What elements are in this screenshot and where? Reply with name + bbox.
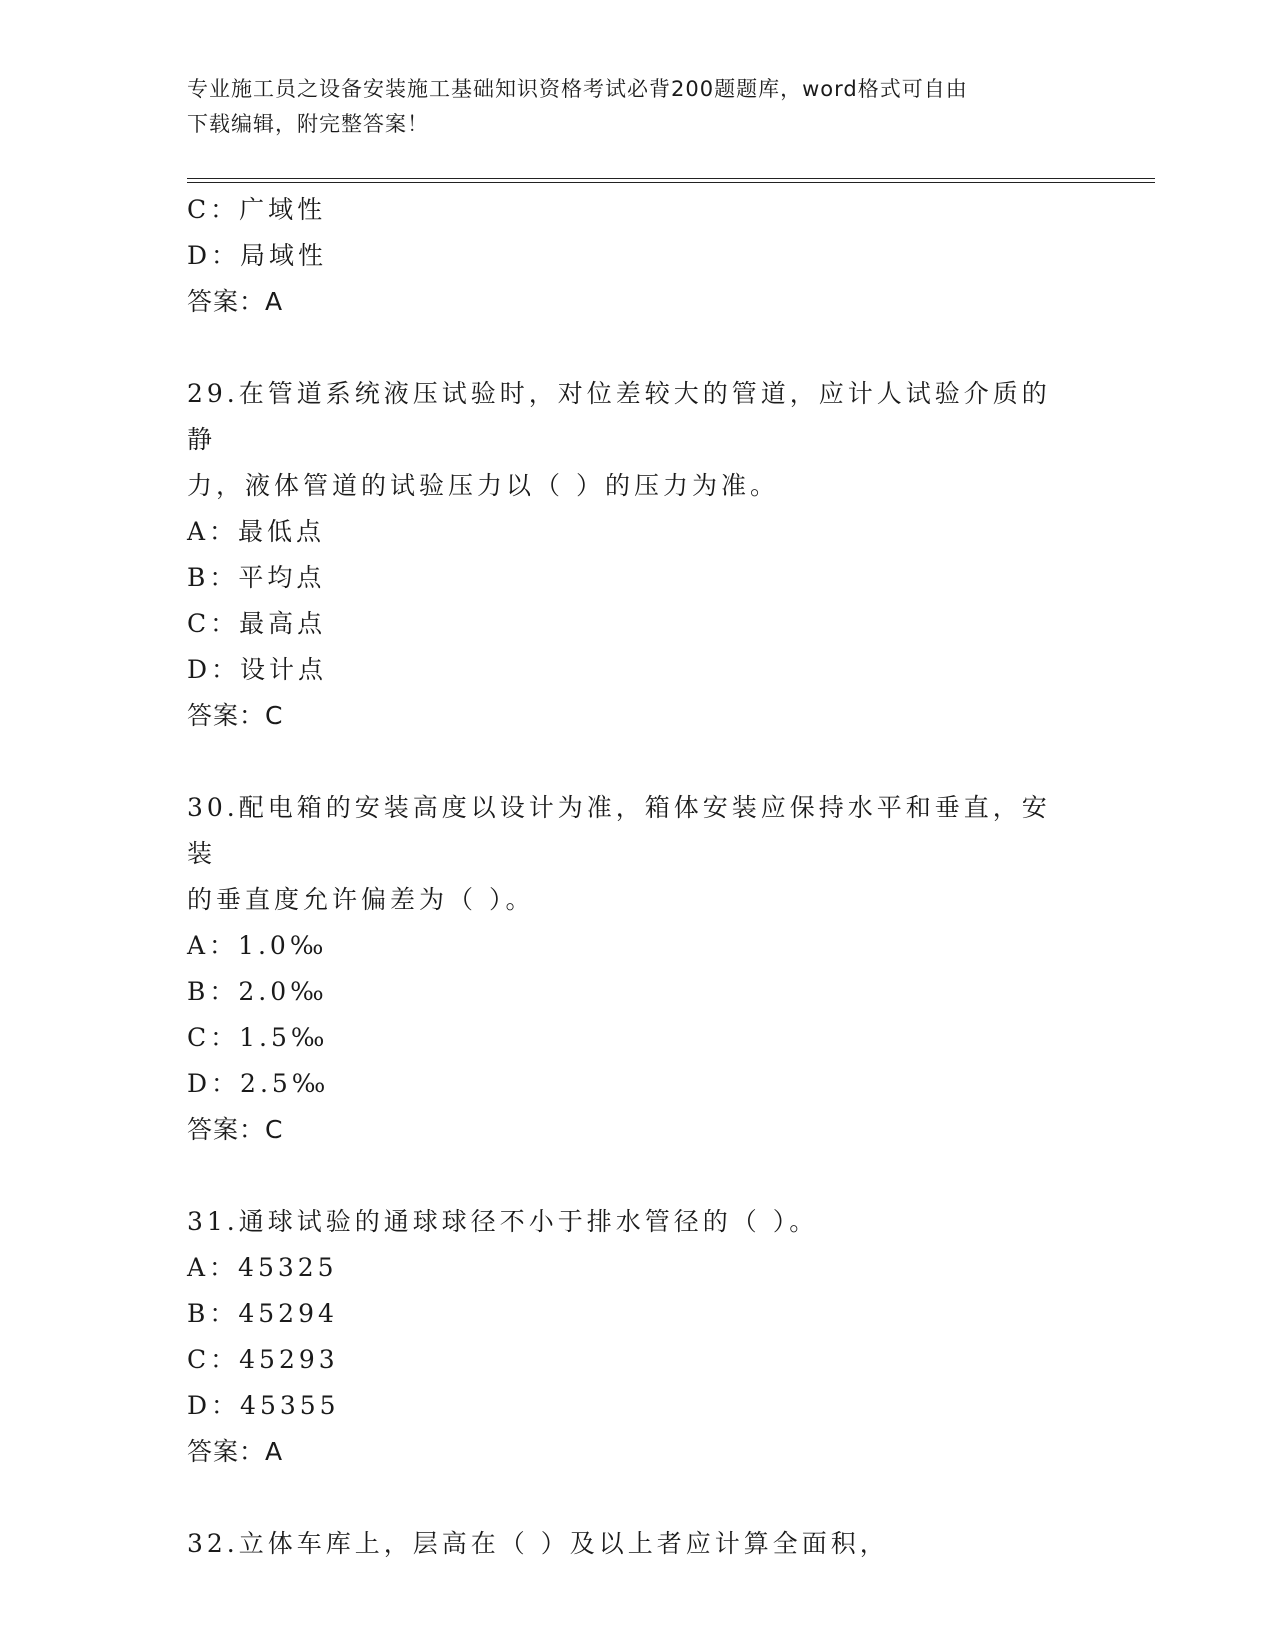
header-divider-top [187, 178, 1155, 179]
option-c: C：1.5‰ [187, 1023, 329, 1052]
question-text [187, 1199, 1077, 1245]
question-text [187, 371, 1077, 509]
answer-line: 答案：A [187, 287, 284, 316]
question-28-continued [187, 187, 1087, 325]
question-29 [187, 371, 1087, 739]
question-content [187, 187, 1087, 1567]
question-32 [187, 1521, 1087, 1567]
question-text [187, 1521, 1077, 1567]
header-divider-bottom [187, 182, 1155, 183]
question-text-line-1: 32.立体车库上，层高在（ ）及以上者应计算全面积， [187, 1529, 889, 1558]
header-title-line-1: 专业施工员之设备安装施工基础知识资格考试必背200题题库，word格式可自由 [187, 77, 968, 101]
option-b: B：2.0‰ [187, 977, 328, 1006]
option-d: D：设计点 [187, 655, 328, 684]
option-c: C：最高点 [187, 609, 327, 638]
document-header [187, 72, 1067, 142]
question-31 [187, 1199, 1087, 1475]
option-b: B：45294 [187, 1299, 338, 1328]
answer-line: 答案：A [187, 1437, 284, 1466]
question-text-line-1: 30.配电箱的安装高度以设计为准，箱体安装应保持水平和垂直，安装 [187, 793, 1051, 868]
question-text-line-1: 29.在管道系统液压试验时，对位差较大的管道，应计人试验介质的静 [187, 379, 1051, 454]
question-text [187, 785, 1077, 923]
option-d: D：2.5‰ [187, 1069, 330, 1098]
question-30 [187, 785, 1087, 1153]
answer-line: 答案：C [187, 701, 284, 730]
question-text-line-2: 的垂直度允许偏差为（ ）。 [187, 885, 535, 914]
option-a: A：1.0‰ [187, 931, 328, 960]
option-d: D：45355 [187, 1391, 340, 1420]
option-a: A：45325 [187, 1253, 338, 1282]
question-text-line-1: 31.通球试验的通球球径不小于排水管径的（ ）。 [187, 1207, 819, 1236]
option-c: C：45293 [187, 1345, 339, 1374]
option-d: D：局域性 [187, 241, 328, 270]
option-a: A：最低点 [187, 517, 326, 546]
option-b: B：平均点 [187, 563, 326, 592]
option-c: C：广域性 [187, 195, 327, 224]
answer-line: 答案：C [187, 1115, 284, 1144]
question-text-line-2: 力，液体管道的试验压力以（ ）的压力为准。 [187, 471, 779, 500]
header-title-line-2: 下载编辑，附完整答案！ [187, 112, 429, 136]
